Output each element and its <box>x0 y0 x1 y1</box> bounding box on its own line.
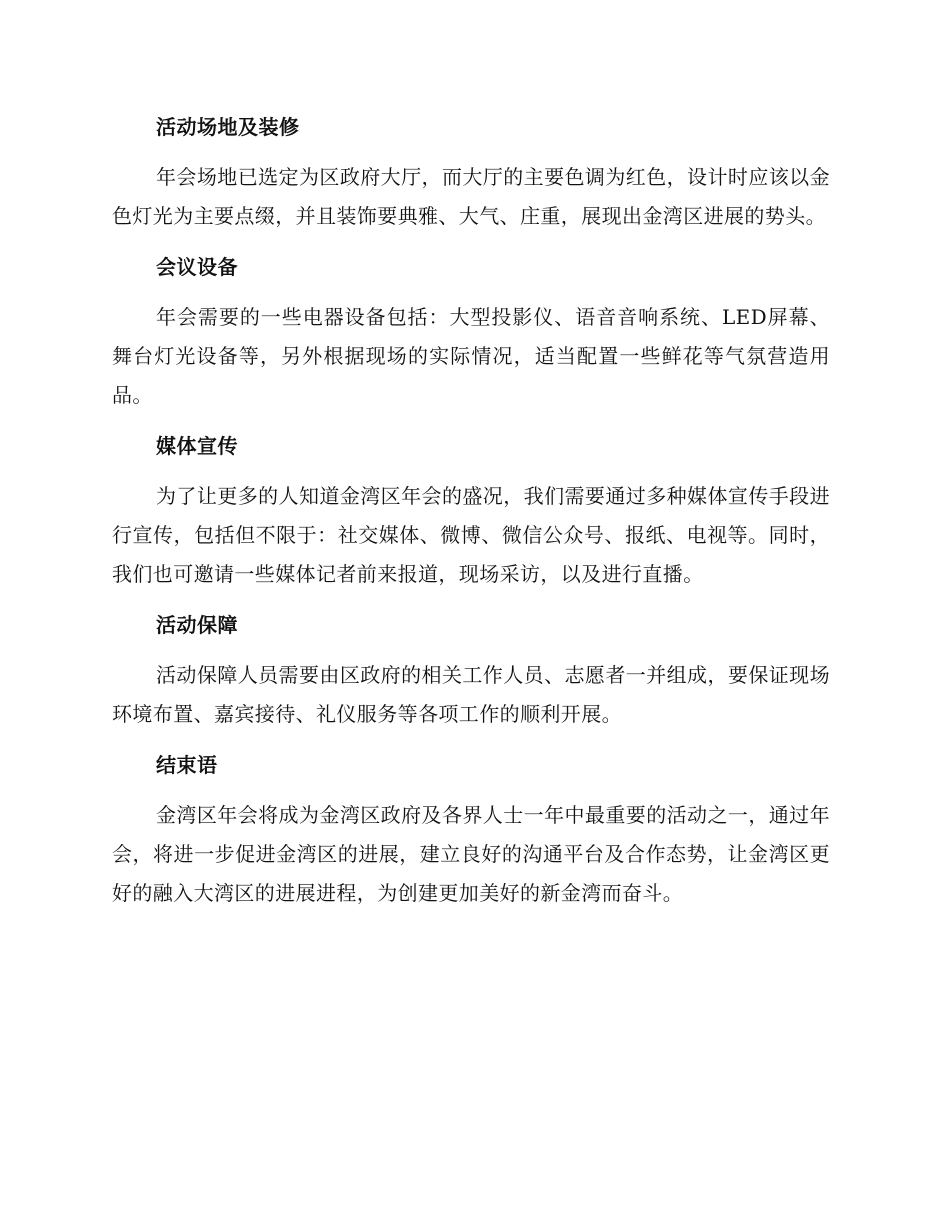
section-venue <box>112 108 830 236</box>
section-heading: 结束语 <box>156 753 218 777</box>
section-heading: 媒体宣传 <box>156 434 238 458</box>
section-paragraph: 为了让更多的人知道金湾区年会的盛况，我们需要通过多种媒体宣传手段进行宣传，包括但不限于：社交媒体、微博、微信公众号、报纸、电视等。同时，我们也可邀请一些媒体记者前来报道，现场采访，以及进行直播。 <box>112 484 830 586</box>
section-heading: 活动保障 <box>156 613 238 637</box>
section-heading: 活动场地及装修 <box>156 115 300 139</box>
section-equipment <box>112 248 830 415</box>
section-paragraph: 年会场地已选定为区政府大厅，而大厅的主要色调为红色，设计时应该以金色灯光为主要点缀，并且装饰要典雅、大气、庄重，展现出金湾区进展的势头。 <box>112 165 830 228</box>
section-media <box>112 427 830 594</box>
section-paragraph: 年会需要的一些电器设备包括：大型投影仪、语音音响系统、LED屏幕、舞台灯光设备等，另外根据现场的实际情况，适当配置一些鲜花等气氛营造用品。 <box>112 305 830 407</box>
document-page <box>112 108 830 925</box>
section-conclusion <box>112 746 830 913</box>
section-paragraph: 活动保障人员需要由区政府的相关工作人员、志愿者一并组成，要保证现场环境布置、嘉宾接待、礼仪服务等各项工作的顺利开展。 <box>112 663 830 726</box>
section-paragraph: 金湾区年会将成为金湾区政府及各界人士一年中最重要的活动之一，通过年会，将进一步促进金湾区的进展，建立良好的沟通平台及合作态势，让金湾区更好的融入大湾区的进展进程，为创建更加美好的新金湾而奋斗。 <box>112 803 830 905</box>
section-heading: 会议设备 <box>156 255 238 279</box>
section-support <box>112 606 830 734</box>
